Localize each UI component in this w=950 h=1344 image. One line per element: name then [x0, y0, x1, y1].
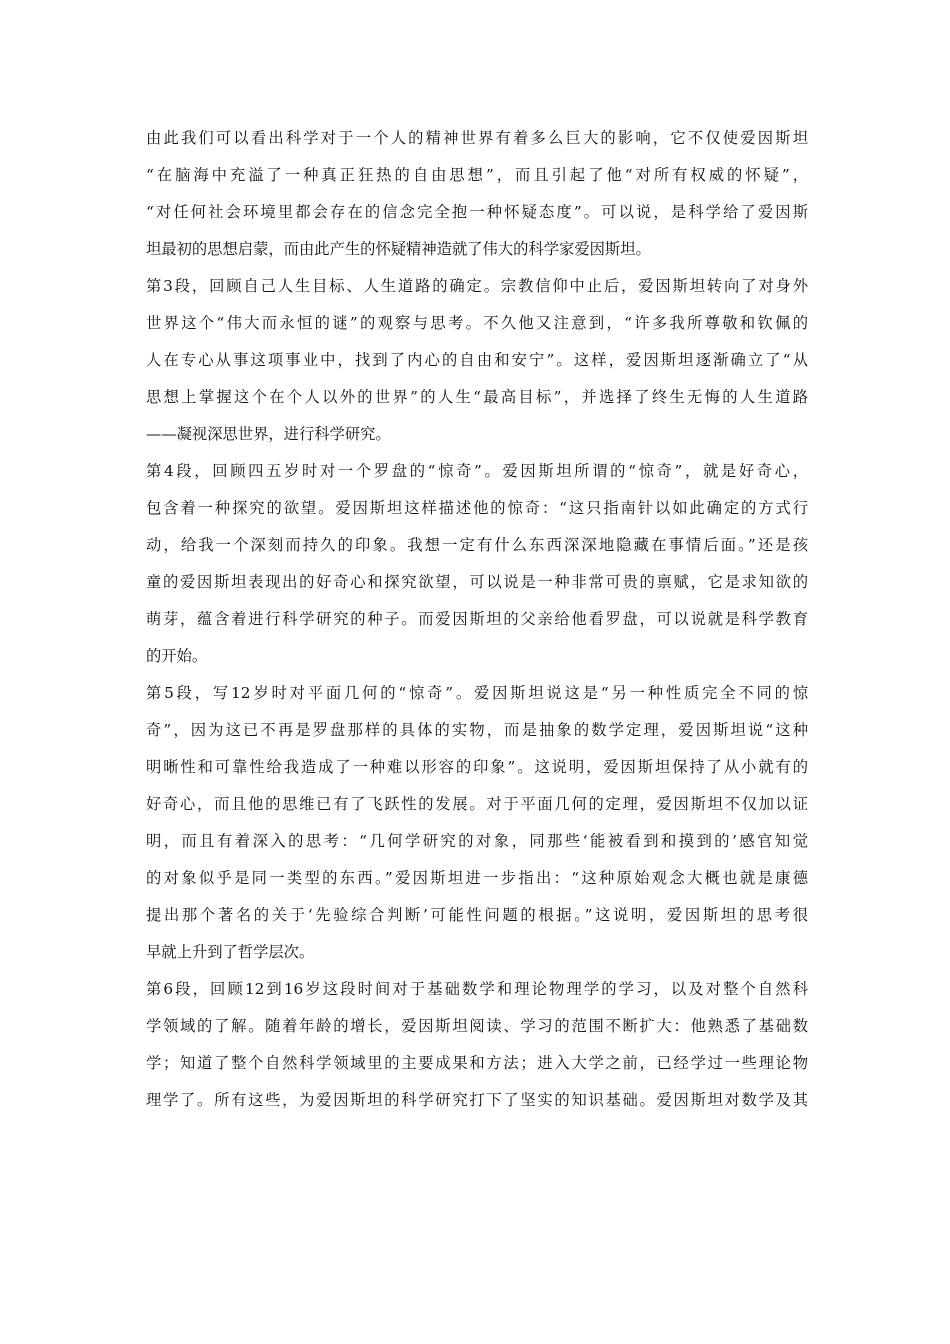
text-line: 坦最初的思想启蒙，而由此产生的怀疑精神造就了伟大的科学家爱因斯坦。: [146, 240, 651, 258]
text-line: 童的爱因斯坦表现出的好奇心和探究欲望，可以说是一种非常可贵的禀赋，它是求知欲的: [146, 573, 808, 591]
text-line: 由此我们可以看出科学对于一个人的精神世界有着多么巨大的影响，它不仅使爱因斯坦: [146, 129, 808, 147]
text-line: 理学了。所有这些，为爱因斯坦的科学研究打下了坚实的知识基础。爱因斯坦对数学及其: [146, 1091, 808, 1109]
text-line: 第5段，写12岁时对平面几何的“惊奇”。爱因斯坦说这是“另一种性质完全不同的惊: [146, 684, 808, 702]
text-line: “对任何社会环境里都会存在的信念完全抱一种怀疑态度”。可以说，是科学给了爱因斯: [146, 203, 808, 221]
text-line: 早就上升到了哲学层次。: [146, 943, 315, 961]
text-line: 奇”，因为这已不再是罗盘那样的具体的实物，而是抽象的数学定理，爱因斯坦说“这种: [146, 721, 808, 739]
text-line: 萌芽，蕴含着进行科学研究的种子。而爱因斯坦的父亲给他看罗盘，可以说就是科学教育: [146, 610, 808, 628]
text-line: 第6段，回顾12到16岁这段时间对于基础数学和理论物理学的学习，以及对整个自然科: [146, 980, 808, 998]
text-line: 学领域的了解。随着年龄的增长，爱因斯坦阅读、学习的范围不断扩大：他熟悉了基础数: [146, 1017, 808, 1035]
text-line: 的开始。: [146, 647, 208, 665]
text-line: 动，给我一个深刻而持久的印象。我想一定有什么东西深深地隐藏在事情后面。”还是孩: [146, 536, 808, 554]
text-line: 好奇心，而且他的思维已有了飞跃性的发展。对于平面几何的定理，爱因斯坦不仅加以证: [146, 795, 808, 813]
text-line: 包含着一种探究的欲望。爱因斯坦这样描述他的惊奇：“这只指南针以如此确定的方式行: [146, 499, 808, 517]
text-line: 第3段，回顾自己人生目标、人生道路的确定。宗教信仰中止后，爱因斯坦转向了对身外: [146, 277, 808, 295]
text-line: 学；知道了整个自然科学领域里的主要成果和方法；进入大学之前，已经学过一些理论物: [146, 1054, 808, 1072]
text-line: 的对象似乎是同一类型的东西。”爱因斯坦进一步指出：“这种原始观念大概也就是康德: [146, 869, 808, 887]
text-line: 明晰性和可靠性给我造成了一种难以形容的印象”。这说明，爱因斯坦保持了从小就有的: [146, 758, 808, 776]
text-line: ——凝视深思世界，进行科学研究。: [146, 425, 391, 443]
text-line: “在脑海中充溢了一种真正狂热的自由思想”，而且引起了他“对所有权威的怀疑”，: [146, 166, 808, 184]
body-text: [146, 120, 808, 1119]
text-line: 思想上掌握这个在个人以外的世界”的人生“最高目标”，并选择了终生无悔的人生道路: [146, 388, 808, 406]
text-line: 人在专心从事这项事业中，找到了内心的自由和安宁”。这样，爱因斯坦逐渐确立了“从: [146, 351, 808, 369]
text-line: 明，而且有着深入的思考：“几何学研究的对象，同那些‘能被看到和摸到的’感官知觉: [146, 832, 808, 850]
text-line: 第4段，回顾四五岁时对一个罗盘的“惊奇”。爱因斯坦所谓的“惊奇”，就是好奇心，: [146, 462, 808, 480]
text-line: 提出那个著名的关于‘先验综合判断’可能性问题的根据。”这说明，爱因斯坦的思考很: [146, 906, 808, 924]
text-line: 世界这个“伟大而永恒的谜”的观察与思考。不久他又注意到，“许多我所尊敬和钦佩的: [146, 314, 808, 332]
